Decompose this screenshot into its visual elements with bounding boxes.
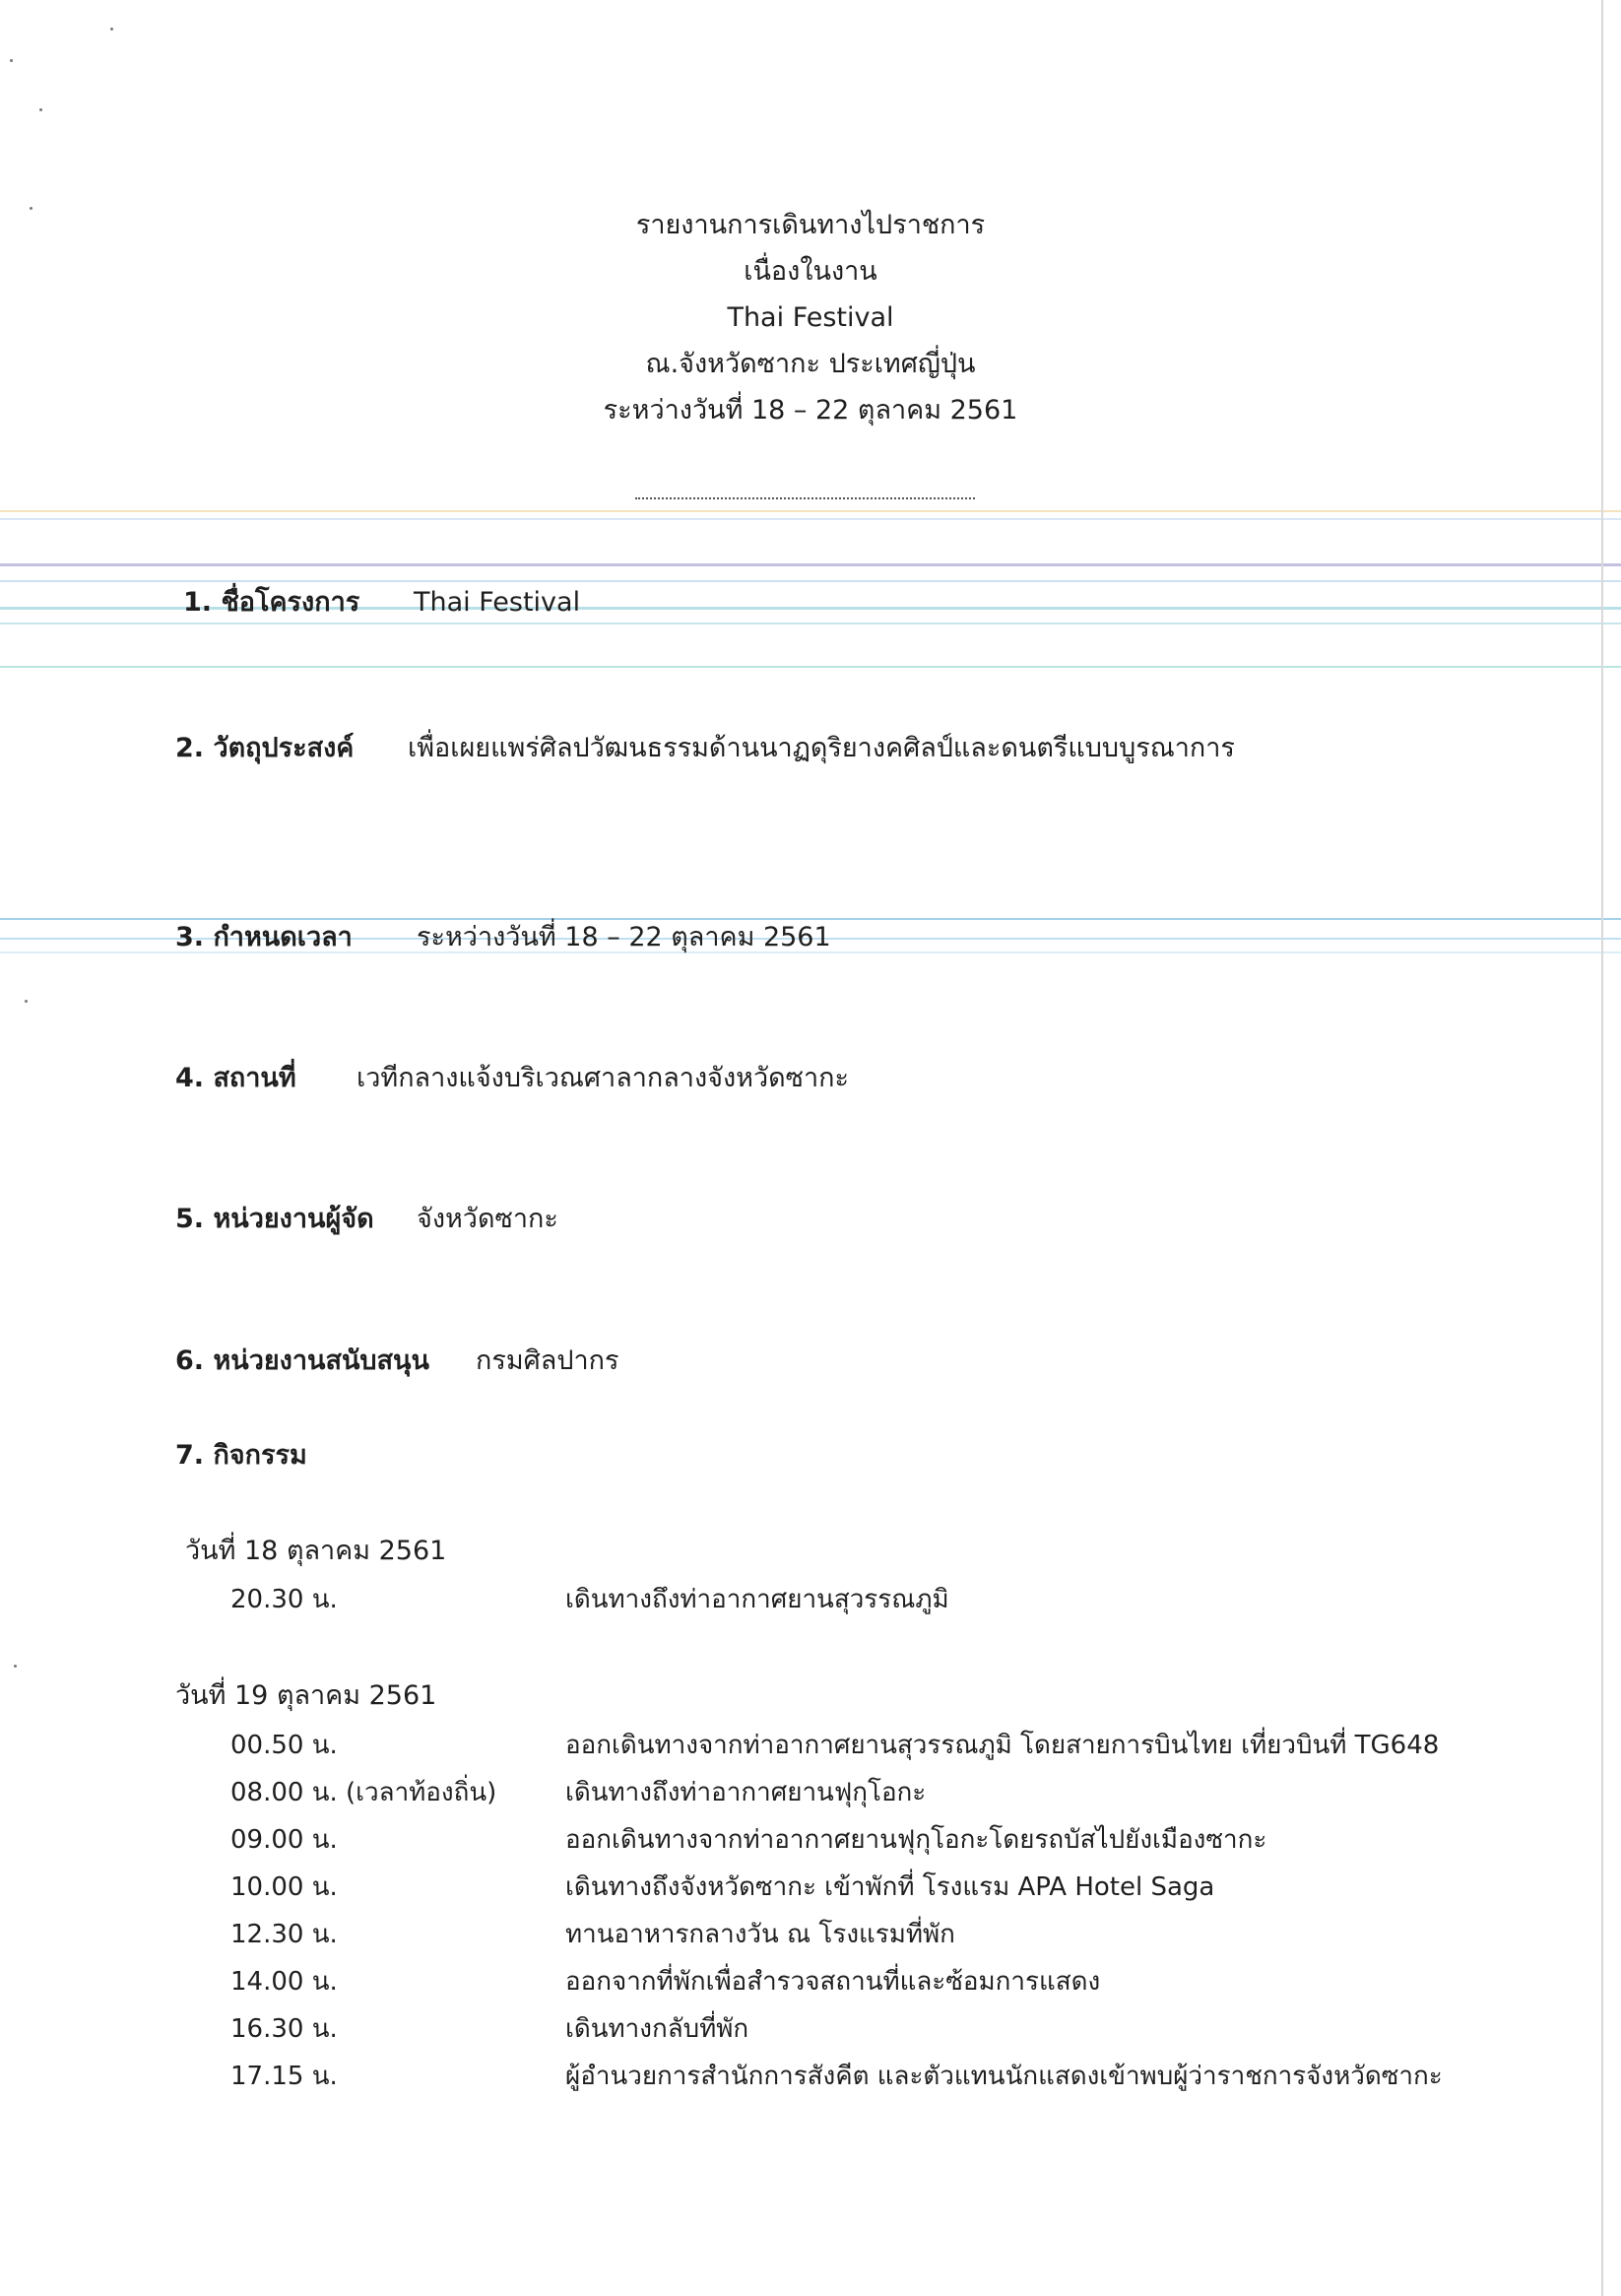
section-label: 5. หน่วยงานผู้จัด bbox=[175, 1204, 374, 1234]
header-title: รายงานการเดินทางไปราชการ bbox=[635, 210, 986, 240]
header-divider bbox=[635, 497, 975, 499]
section-venue bbox=[175, 1059, 849, 1098]
section-project-name bbox=[183, 583, 581, 623]
scan-speck bbox=[25, 1000, 28, 1003]
schedule-time: 08.00 น. (เวลาท้องถิ่น) bbox=[230, 1778, 497, 1807]
header-location: ณ.จังหวัดซากะ ประเทศญี่ปุ่น bbox=[645, 349, 976, 379]
document-header bbox=[0, 202, 1621, 433]
section-label: 7. กิจกรรม bbox=[175, 1440, 307, 1471]
section-label: 6. หน่วยงานสนับสนุน bbox=[175, 1345, 429, 1376]
schedule-time: 17.15 น. bbox=[230, 2062, 338, 2091]
section-supporter bbox=[175, 1342, 619, 1381]
scan-streak bbox=[0, 518, 1621, 520]
scan-speck bbox=[110, 28, 113, 31]
schedule-time: 00.50 น. bbox=[230, 1731, 338, 1760]
schedule-desc: ผู้อำนวยการสำนักการสังคีต และตัวแทนนักแสดงเข้าพบผู้ว่าราชการจังหวัดซากะ bbox=[565, 2062, 1443, 2091]
section-label: 1. ชื่อโครงการ bbox=[183, 587, 360, 618]
schedule-desc: เดินทางถึงท่าอากาศยานฟุกุโอกะ bbox=[565, 1778, 927, 1807]
section-value: จังหวัดซากะ bbox=[417, 1204, 558, 1234]
section-value: เพื่อเผยแพร่ศิลปวัฒนธรรมด้านนาฏดุริยางคศิลป์และดนตรีแบบบูรณาการ bbox=[408, 733, 1235, 763]
schedule-day-heading: วันที่ 19 ตุลาคม 2561 bbox=[175, 1680, 437, 1711]
scan-streak bbox=[0, 510, 1621, 512]
section-value: กรมศิลปากร bbox=[476, 1345, 619, 1376]
schedule-desc: ออกเดินทางจากท่าอากาศยานฟุกุโอกะโดยรถบัสไปยังเมืองซากะ bbox=[565, 1825, 1267, 1855]
scan-speck bbox=[14, 1665, 17, 1668]
section-label: 3. กำหนดเวลา bbox=[175, 922, 353, 952]
header-event-name: Thai Festival bbox=[727, 302, 894, 333]
scan-streak bbox=[0, 666, 1621, 668]
schedule-desc: ออกจากที่พักเพื่อสำรวจสถานที่และซ้อมการแสดง bbox=[565, 1967, 1101, 1997]
schedule-time: 16.30 น. bbox=[230, 2014, 338, 2044]
schedule-time: 14.00 น. bbox=[230, 1967, 338, 1997]
section-value: Thai Festival bbox=[414, 587, 581, 618]
section-label: 2. วัตถุประสงค์ bbox=[175, 733, 355, 763]
schedule-desc: ออกเดินทางจากท่าอากาศยานสุวรรณภูมิ โดยสายการบินไทย เที่ยวบินที่ TG648 bbox=[565, 1731, 1440, 1760]
schedule-desc: เดินทางกลับที่พัก bbox=[565, 2014, 749, 2044]
scan-streak bbox=[0, 623, 1621, 624]
section-schedule-period bbox=[175, 918, 831, 957]
section-organizer bbox=[175, 1200, 558, 1239]
header-dates: ระหว่างวันที่ 18 – 22 ตุลาคม 2561 bbox=[603, 395, 1018, 426]
scan-speck bbox=[39, 108, 42, 111]
schedule-time: 20.30 น. bbox=[230, 1585, 338, 1614]
scan-speck bbox=[10, 59, 13, 62]
schedule-time: 12.30 น. bbox=[230, 1920, 338, 1949]
section-objective bbox=[175, 729, 1235, 768]
schedule-time: 10.00 น. bbox=[230, 1872, 338, 1902]
schedule-desc: เดินทางถึงท่าอากาศยานสุวรรณภูมิ bbox=[565, 1585, 949, 1614]
section-activities bbox=[175, 1436, 307, 1476]
section-value: ระหว่างวันที่ 18 – 22 ตุลาคม 2561 bbox=[417, 922, 831, 952]
header-subtitle: เนื่องในงาน bbox=[744, 256, 877, 287]
schedule-day-heading: วันที่ 18 ตุลาคม 2561 bbox=[185, 1536, 447, 1566]
schedule-time: 09.00 น. bbox=[230, 1825, 338, 1855]
scan-streak bbox=[0, 563, 1621, 566]
schedule-desc: ทานอาหารกลางวัน ณ โรงแรมที่พัก bbox=[565, 1920, 955, 1949]
section-value: เวทีกลางแจ้งบริเวณศาลากลางจังหวัดซากะ bbox=[357, 1063, 849, 1093]
section-label: 4. สถานที่ bbox=[175, 1063, 296, 1093]
schedule-desc: เดินทางถึงจังหวัดซากะ เข้าพักที่ โรงแรม APA Hotel Saga bbox=[565, 1872, 1215, 1902]
scan-streak bbox=[0, 580, 1621, 582]
